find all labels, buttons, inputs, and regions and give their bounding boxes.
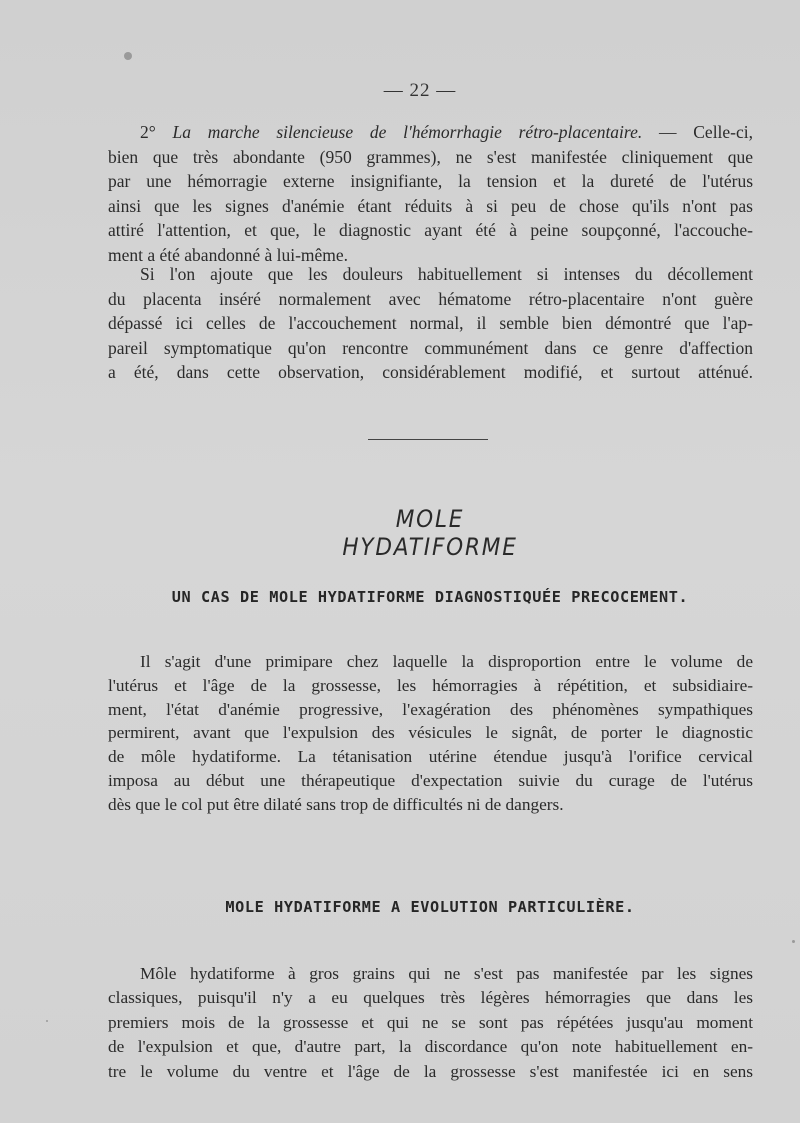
text-line: dépassé ici celles de l'accouchement normal, il semble bien démontré que l'ap- <box>108 313 753 334</box>
text-line: ment a été abandonné à lui-même. <box>108 244 349 265</box>
case-heading-particular-evolution: MOLE HYDATIFORME A EVOLUTION PARTICULIÈRE. <box>225 898 635 916</box>
paragraph-case-particular-evolution <box>108 962 753 1084</box>
paper-speck <box>46 1020 48 1022</box>
text-line: par une hémorragie externe insignifiante, la tension et la dureté de l'utérus <box>108 171 753 192</box>
paper-speck <box>792 940 795 943</box>
paragraph-case-early-diagnosis <box>108 650 753 817</box>
text-line: a été, dans cette observation, considérablement modifié, et surtout atténué. <box>108 362 753 383</box>
text-line: ment, l'état d'anémie progressive, l'exagération des phénomènes sympathiques <box>108 699 753 719</box>
paragraph-symptoms <box>108 262 753 385</box>
text-line: Si l'on ajoute que les douleurs habituellement si intenses du décollement <box>140 264 753 284</box>
text-line: ainsi que les signes d'anémie étant réduits à si peu de chose qu'ils n'ont pas <box>108 195 753 216</box>
text-line: de môle hydatiforme. La tétanisation utérine étendue jusqu'à l'orifice cervical <box>108 747 753 767</box>
paper-speck <box>124 52 132 60</box>
text-line: l'utérus et l'âge de la grossesse, les hémorragies à répétition, et subsidiaire- <box>108 675 753 695</box>
text-line: du placenta inséré normalement avec hématome rétro-placentaire n'ont guère <box>108 288 753 309</box>
lead-remainder: — Celle-ci, <box>642 122 754 142</box>
section-title: MOLE HYDATIFORME <box>342 505 518 561</box>
item-number: 2° <box>140 122 173 142</box>
text-line: bien que très abondante (950 grammes), ne s'est manifestée cliniquement que <box>108 146 753 167</box>
text-line <box>108 120 753 145</box>
text-line: attiré l'attention, et que, le diagnostic ayant été à peine soupçonné, l'accouche- <box>108 220 753 241</box>
text-line: de l'expulsion et que, d'autre part, la discordance qu'on note habituellement en- <box>108 1037 753 1057</box>
text-line: premiers mois de la grossesse et qui ne se sont pas répétées jusqu'au moment <box>108 1012 753 1032</box>
italic-subtitle: La marche silencieuse de l'hémorrhagie rétro-placentaire. <box>172 122 643 142</box>
text-line: imposa au début une thérapeutique d'expectation suivie du curage de l'utérus <box>108 770 753 790</box>
text-line: tre le volume du ventre et l'âge de la grossesse s'est manifestée ici en sens <box>108 1061 753 1081</box>
case-heading-early-diagnosis: UN CAS DE MOLE HYDATIFORME DIAGNOSTIQUÉE PRECOCEMENT. <box>171 588 689 606</box>
text-line: Il s'agit d'une primipare chez laquelle la disproportion entre le volume de <box>140 652 753 671</box>
text-line: permirent, avant que l'expulsion des vésicules le signât, de porter le diagnostic <box>108 723 753 743</box>
text-line: classiques, puisqu'il n'y a eu quelques très légères hémorragies que dans les <box>108 988 753 1008</box>
paragraph-retro-placental <box>108 120 753 268</box>
text-line: dès que le col put être dilaté sans trop de difficultés ni de dangers. <box>108 794 564 814</box>
page-number: — 22 — <box>383 80 457 101</box>
section-divider <box>368 439 488 440</box>
text-line: Môle hydatiforme à gros grains qui ne s'est pas manifestée par les signes <box>140 964 753 983</box>
text-line: pareil symptomatique qu'on rencontre communément dans ce genre d'affection <box>108 337 753 358</box>
